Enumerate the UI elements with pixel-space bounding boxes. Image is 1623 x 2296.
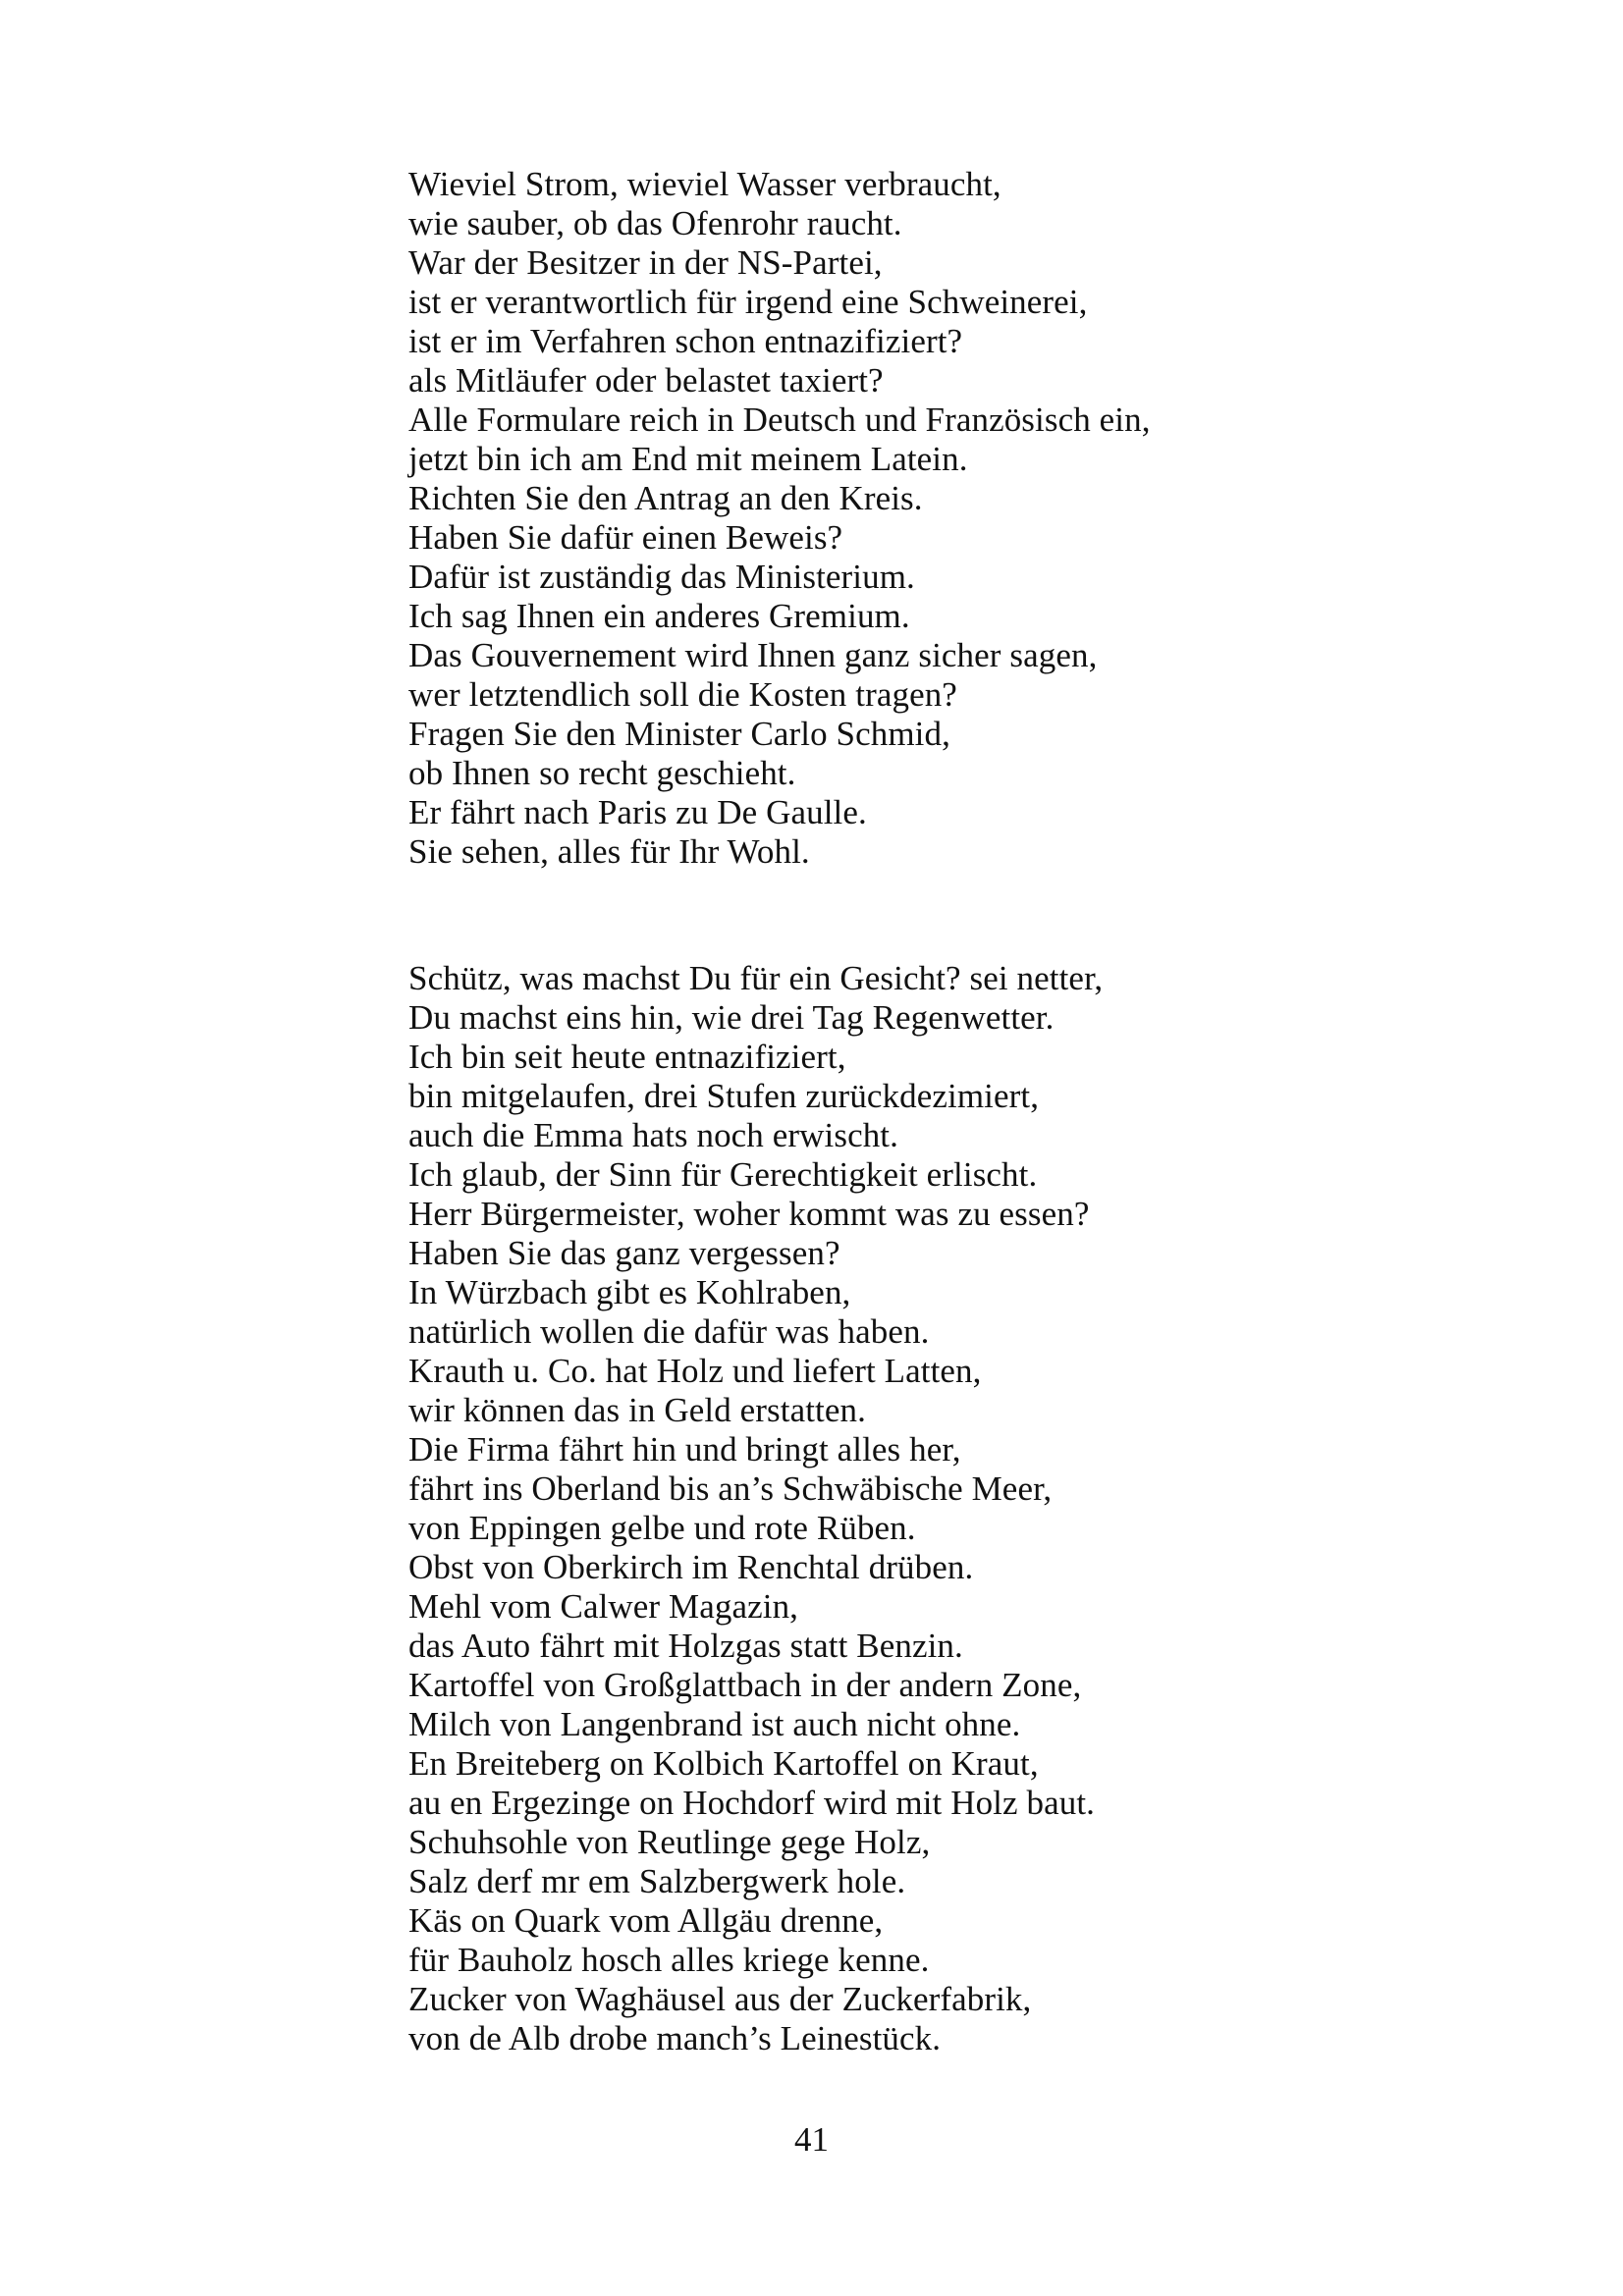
poem-line: Haben Sie dafür einen Beweis? — [408, 518, 843, 557]
poem-line: jetzt bin ich am End mit meinem Latein. — [408, 440, 968, 478]
poem-line: au en Ergezinge on Hochdorf wird mit Holz baut. — [408, 1784, 1095, 1822]
poem-line: Sie sehen, alles für Ihr Wohl. — [408, 832, 810, 871]
stanza-2 — [408, 959, 1103, 2058]
poem-line: Das Gouvernement wird Ihnen ganz sicher sagen, — [408, 636, 1098, 674]
poem-line: Herr Bürgermeister, woher kommt was zu essen? — [408, 1195, 1090, 1233]
poem-line: Haben Sie das ganz vergessen? — [408, 1234, 840, 1272]
poem-line: wie sauber, ob das Ofenrohr raucht. — [408, 204, 902, 242]
poem-line: Alle Formulare reich in Deutsch und Französisch ein, — [408, 400, 1151, 439]
poem-line: Fragen Sie den Minister Carlo Schmid, — [408, 715, 950, 753]
poem-line: von Eppingen gelbe und rote Rüben. — [408, 1509, 916, 1547]
poem-line: Kartoffel von Großglattbach in der andern Zone, — [408, 1666, 1082, 1704]
poem-line: das Auto fährt mit Holzgas statt Benzin. — [408, 1627, 963, 1665]
poem-line: ist er im Verfahren schon entnazifiziert? — [408, 322, 963, 360]
stanza-1 — [408, 165, 1151, 872]
poem-line: als Mitläufer oder belastet taxiert? — [408, 361, 884, 400]
poem-line: von de Alb drobe manch’s Leinestück. — [408, 2019, 942, 2057]
poem-line: En Breiteberg on Kolbich Kartoffel on Kraut, — [408, 1744, 1039, 1783]
poem-line: Mehl vom Calwer Magazin, — [408, 1587, 799, 1626]
poem-line: bin mitgelaufen, drei Stufen zurückdezimiert, — [408, 1077, 1040, 1115]
poem-line: Milch von Langenbrand ist auch nicht ohne. — [408, 1705, 1021, 1743]
poem-line: Richten Sie den Antrag an den Kreis. — [408, 479, 923, 517]
poem-line: Die Firma fährt hin und bringt alles her, — [408, 1430, 961, 1468]
poem-line: Obst von Oberkirch im Renchtal drüben. — [408, 1548, 974, 1586]
poem-line: auch die Emma hats noch erwischt. — [408, 1116, 898, 1154]
poem-line: Dafür ist zuständig das Ministerium. — [408, 558, 915, 596]
poem-line: wer letztendlich soll die Kosten tragen? — [408, 675, 957, 714]
poem-line: natürlich wollen die dafür was haben. — [408, 1312, 930, 1351]
poem-line: In Würzbach gibt es Kohlraben, — [408, 1273, 851, 1311]
poem-line: Zucker von Waghäusel aus der Zuckerfabrik, — [408, 1980, 1032, 2018]
poem-line: Schütz, was machst Du für ein Gesicht? sei netter, — [408, 959, 1104, 997]
poem-line: Schuhsohle von Reutlinge gege Holz, — [408, 1823, 931, 1861]
poem-line: Ich sag Ihnen ein anderes Gremium. — [408, 597, 910, 635]
poem-line: Salz derf mr em Salzbergwerk hole. — [408, 1862, 906, 1900]
poem-line: Wieviel Strom, wieviel Wasser verbraucht, — [408, 165, 1001, 203]
poem-line: Ich bin seit heute entnazifiziert, — [408, 1038, 846, 1076]
poem-line: Käs on Quark vom Allgäu drenne, — [408, 1901, 884, 1940]
poem-line: ob Ihnen so recht geschieht. — [408, 754, 796, 792]
poem-line: wir können das in Geld erstatten. — [408, 1391, 866, 1429]
poem-line: Du machst eins hin, wie drei Tag Regenwetter. — [408, 998, 1055, 1037]
page-number: 41 — [794, 2120, 829, 2159]
poem-line: Krauth u. Co. hat Holz und liefert Latten, — [408, 1352, 982, 1390]
poem-line: Ich glaub, der Sinn für Gerechtigkeit erlischt. — [408, 1155, 1038, 1194]
poem-line: fährt ins Oberland bis an’s Schwäbische Meer, — [408, 1469, 1053, 1508]
poem-line: für Bauholz hosch alles kriege kenne. — [408, 1941, 930, 1979]
poem-line: ist er verantwortlich für irgend eine Schweinerei, — [408, 283, 1088, 321]
poem-line: War der Besitzer in der NS-Partei, — [408, 243, 883, 282]
poem-line: Er fährt nach Paris zu De Gaulle. — [408, 793, 867, 831]
